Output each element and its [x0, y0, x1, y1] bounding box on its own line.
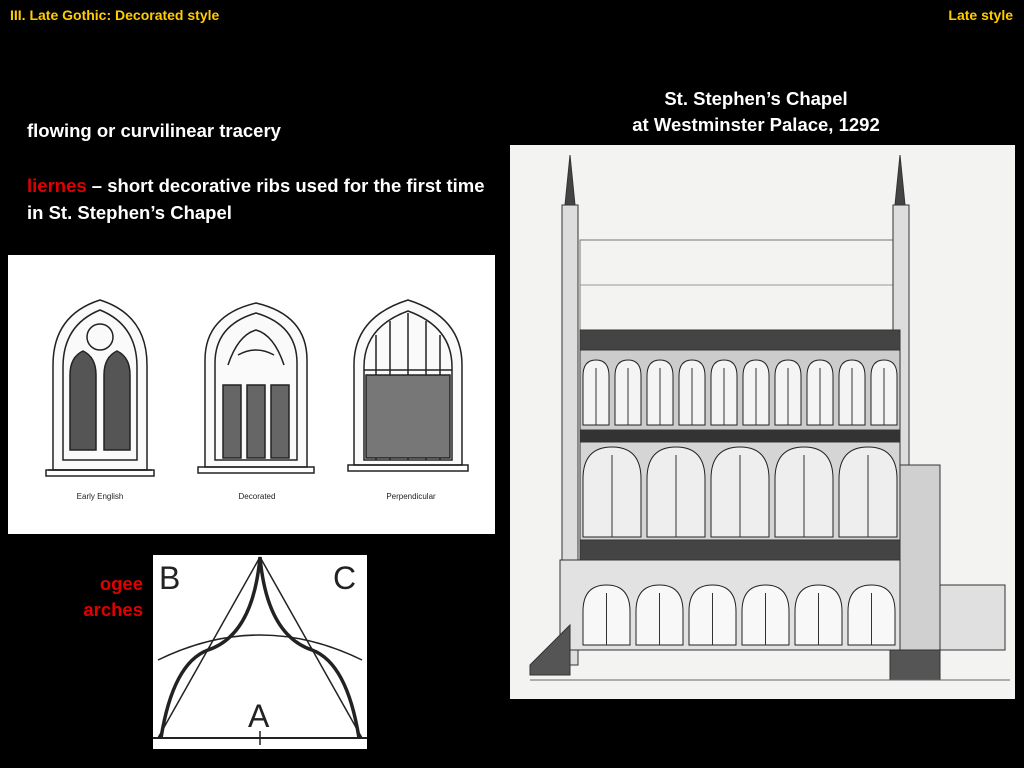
- liernes-definition: – short decorative ribs used for the first time in St. Stephen’s Chapel: [27, 175, 485, 223]
- point-c-label: C: [333, 560, 357, 596]
- point-b-label: B: [159, 560, 181, 596]
- main-arcade: [583, 447, 897, 537]
- early-english-label: Early English: [76, 492, 124, 501]
- window-styles-illustration: [8, 255, 495, 534]
- chapel-caption-line1: St. Stephen’s Chapel: [664, 88, 848, 109]
- chapel-caption: [560, 86, 952, 138]
- st-stephens-chapel-drawing: [510, 145, 1015, 699]
- ogee-arch-diagram: [153, 555, 367, 749]
- liernes-bullet: [27, 172, 497, 226]
- decorated-window: [198, 303, 314, 473]
- perpendicular-label: Perpendicular: [386, 492, 436, 501]
- slide-section-title: III. Late Gothic: Decorated style: [10, 7, 220, 23]
- tracery-bullet: flowing or curvilinear tracery: [27, 120, 281, 141]
- early-english-window: [46, 300, 154, 476]
- ogee-label-line1: ogee: [99, 573, 143, 594]
- chapel-caption-line2: at Westminster Palace, 1292: [632, 114, 880, 135]
- point-a-label: A: [248, 698, 270, 734]
- liernes-term: liernes: [27, 175, 87, 196]
- slide-period-title: Late style: [948, 7, 1013, 23]
- ogee-arches-label: [60, 571, 143, 623]
- decorated-label: Decorated: [238, 492, 276, 501]
- perpendicular-window: [348, 300, 468, 471]
- ogee-label-line2: arches: [83, 599, 143, 620]
